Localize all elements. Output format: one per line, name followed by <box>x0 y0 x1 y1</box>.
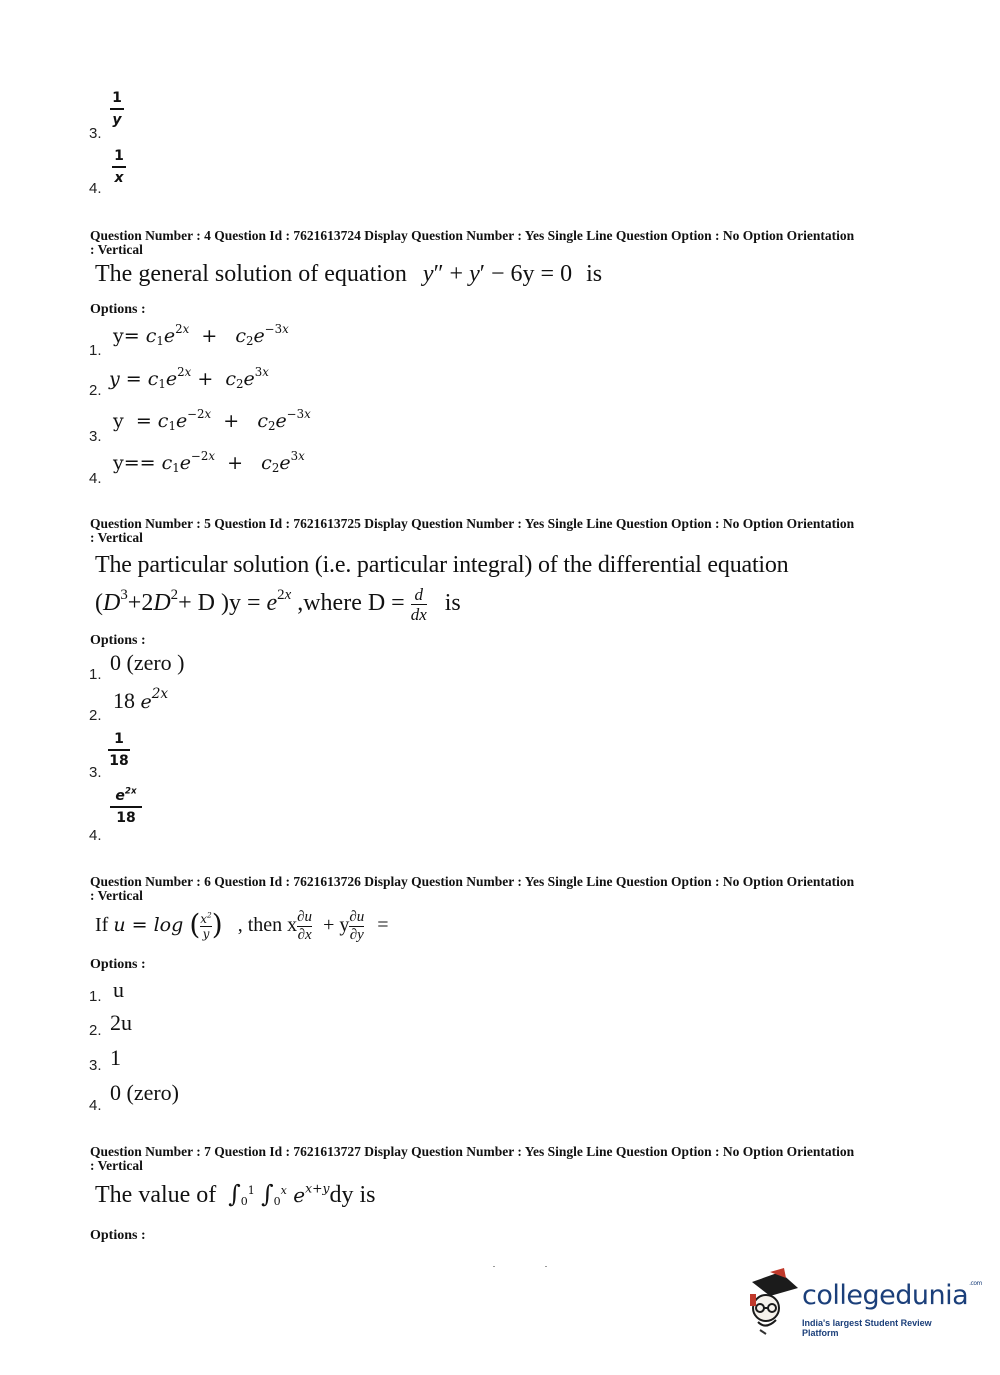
q4-option-4: $y== c_1e^{-2x} + c_2e^{3x}$ <box>113 449 305 475</box>
logo-wordmark: collegedunia$^{.com}$ <box>802 1280 982 1311</box>
q5-option-1: 0 (zero ) <box>110 650 185 675</box>
q4-option-3-number: 3. <box>89 428 102 445</box>
q4-equation: y″ + y′ − 6y = 0 <box>422 261 573 287</box>
prev-option-3-fraction: 1 y <box>110 90 124 128</box>
q6-option-3-number: 3. <box>89 1057 102 1074</box>
q4-option-2: $y = c_1e^{2x} + c_2e^{3x}$ <box>109 365 269 391</box>
q5-equation: ($D^3+2D^2+ D$ )$y = e^{2x}$ <box>95 586 292 617</box>
q6-option-3: 1 <box>110 1045 121 1070</box>
q7-options-label: Options : <box>90 1228 146 1243</box>
prev-option-4-fraction: 1 x <box>112 148 126 186</box>
q6-option-4-number: 4. <box>89 1097 102 1114</box>
q5-option-1-number: 1. <box>89 666 102 683</box>
q5-metadata: Question Number : 5 Question Id : 7621613725 Display Question Number : Yes Single Line Question Option : No Option Orientation : Vertical <box>90 516 855 545</box>
q5-options-label: Options : <box>90 633 146 648</box>
q6-options-label: Options : <box>90 957 146 972</box>
collegedunia-logo <box>740 1268 982 1338</box>
prev-option-3-number: 3. <box>89 125 102 142</box>
q6-option-1: u <box>113 977 124 1002</box>
q4-option-1: $y= c_1e^{2x} + c_2e^{-3x}$ <box>113 322 289 348</box>
q5-option-2: 18 $e^{2x}$ <box>113 685 169 713</box>
q4-metadata: Question Number : 4 Question Id : 7621613724 Display Question Number : Yes Single Line Question Option : No Option Orientation : Vertical <box>90 228 855 257</box>
prev-option-4-number: 4. <box>89 180 102 197</box>
q7-integral: $\int_0^1$ $\int_0^x$ $e^{x+y}$ <box>228 1180 330 1208</box>
q5-option-2-number: 2. <box>89 707 102 724</box>
q6-metadata: Question Number : 6 Question Id : 7621613726 Display Question Number : Yes Single Line Question Option : No Option Orientation : Vertical <box>90 874 855 903</box>
q5-question-line-1: The particular solution (i.e. particular integral) of the differential equation <box>95 552 789 578</box>
q6-equation: u = log ( $\frac{x^2}{y}$ ) <box>113 908 223 941</box>
q5-option-4-fraction: $e^{2x}$ 18 <box>110 788 142 826</box>
q6-question-text: If u = log ( $\frac{x^2}{y}$ ) , then x $\frac{\partial u}{\partial x}$ + y $\frac{\partial u}{\partial y}$ = <box>95 908 389 943</box>
q6-option-4: 0 (zero) <box>110 1080 180 1105</box>
q4-option-4-number: 4. <box>89 470 102 487</box>
q4-options-label: Options : <box>90 302 146 317</box>
q6-du-dy: $\frac{\partial u}{\partial y}$ <box>349 908 365 943</box>
q6-option-2-number: 2. <box>89 1022 102 1039</box>
q5-option-3-fraction: 1 18 <box>109 731 129 769</box>
logo-tagline: India's largest Student Review Platform <box>802 1318 932 1338</box>
q5-question-line-2: ($D^3+2D^2+ D$ )$y = e^{2x}$ ,where D = $\frac{d}{dx}$ is <box>95 585 461 624</box>
q6-du-dx: $\frac{\partial u}{\partial x}$ <box>297 908 313 943</box>
q4-option-2-number: 2. <box>89 382 102 399</box>
q7-question-text: The value of $\int_0^1$ $\int_0^x$ $e^{x+y}dy$ is <box>95 1180 376 1208</box>
q5-option-3-number: 3. <box>89 764 102 781</box>
q5-option-4-number: 4. <box>89 827 102 844</box>
q5-d-dx-fraction: $\frac{d}{dx}$ <box>410 585 427 624</box>
q6-option-2: 2u <box>110 1010 132 1035</box>
q4-question-text: The general solution of equation y″ + y′ − 6y = 0 is <box>95 261 603 287</box>
q4-option-3: $y = c_1e^{-2x} + c_2e^{-3x}$ <box>113 407 311 433</box>
q6-option-1-number: 1. <box>89 988 102 1005</box>
q7-metadata: Question Number : 7 Question Id : 7621613727 Display Question Number : Yes Single Line Question Option : No Option Orientation : Vertical <box>90 1144 855 1173</box>
q4-option-1-number: 1. <box>89 342 102 359</box>
mascot-icon <box>740 1268 802 1338</box>
